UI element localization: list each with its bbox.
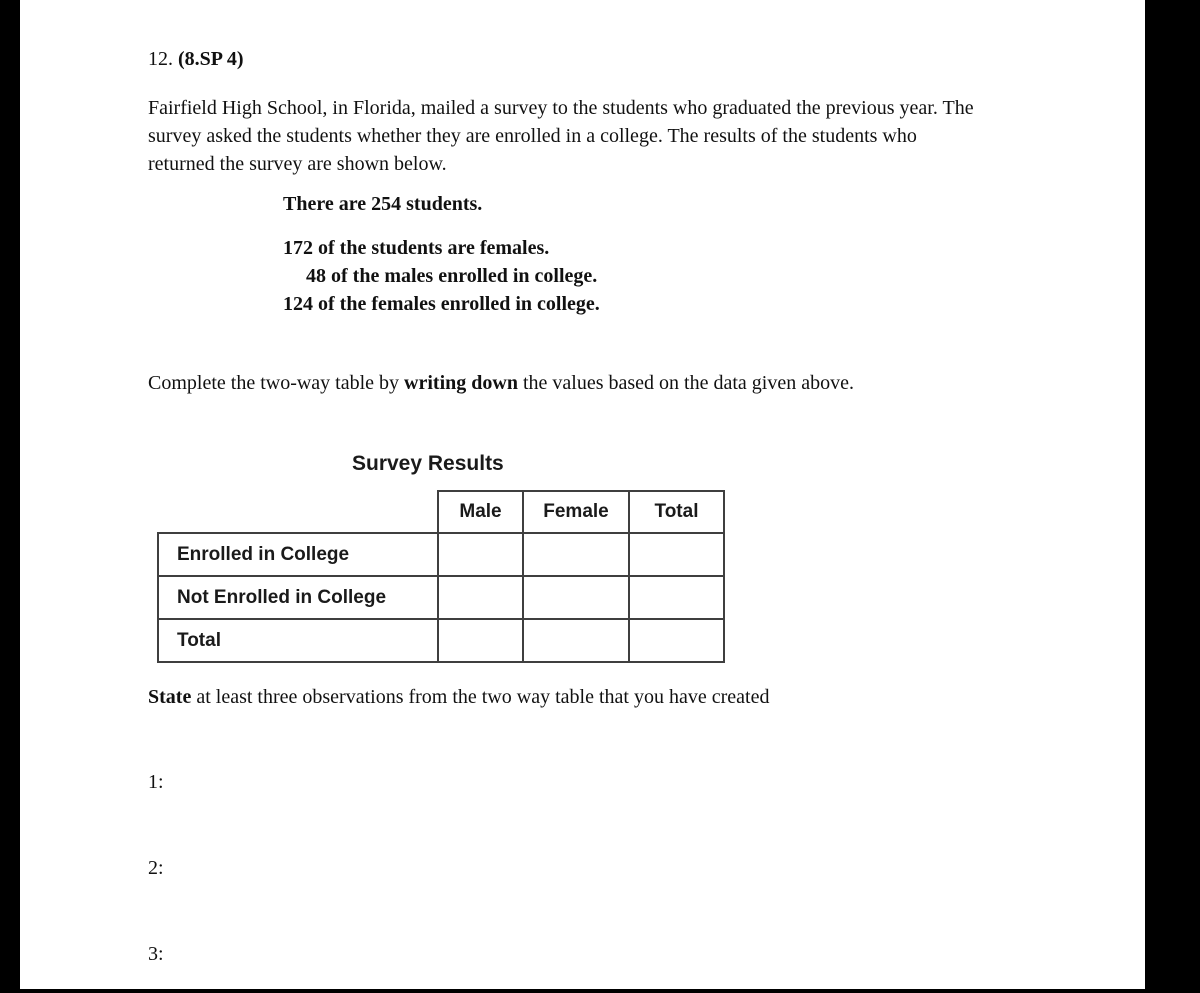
row-label-not-enrolled: Not Enrolled in College — [158, 576, 438, 619]
answer-line-3: 3: — [148, 943, 164, 965]
cell-not-enrolled-female — [523, 576, 629, 619]
table-title: Survey Results — [352, 452, 504, 475]
cell-total-female — [523, 619, 629, 662]
row-label-enrolled: Enrolled in College — [158, 533, 438, 576]
answer-line-2: 2: — [148, 857, 164, 879]
cell-enrolled-male — [438, 533, 523, 576]
cell-enrolled-female — [523, 533, 629, 576]
left-black-border — [0, 0, 20, 993]
fact-females-enrolled: 124 of the females enrolled in college. — [283, 293, 600, 315]
worksheet-page — [20, 0, 1145, 989]
instruction-bold: writing down — [404, 372, 518, 394]
fact-total-students: There are 254 students. — [283, 193, 483, 215]
corner-cell — [158, 491, 438, 533]
problem-number: 12. — [148, 48, 173, 70]
cell-not-enrolled-total — [629, 576, 724, 619]
column-header-total: Total — [629, 491, 724, 533]
table-row — [158, 533, 724, 576]
column-header-male: Male — [438, 491, 523, 533]
answer-line-1: 1: — [148, 771, 164, 793]
column-header-female: Female — [523, 491, 629, 533]
observations-rest: at least three observations from the two way table that you have created — [191, 686, 770, 708]
observations-prompt — [148, 686, 769, 709]
fact-females: 172 of the students are females. — [283, 237, 550, 259]
fact-males-enrolled: 48 of the males enrolled in college. — [306, 265, 598, 287]
cell-not-enrolled-male — [438, 576, 523, 619]
right-black-border — [1145, 0, 1200, 993]
instruction-text — [148, 372, 854, 395]
cell-enrolled-total — [629, 533, 724, 576]
problem-heading — [148, 48, 244, 71]
cell-total-male — [438, 619, 523, 662]
row-label-total: Total — [158, 619, 438, 662]
instruction-post: the values based on the data given above. — [517, 372, 854, 394]
table-header-row — [158, 491, 724, 533]
table-row — [158, 576, 724, 619]
observations-bold: State — [148, 686, 192, 708]
problem-standard: (8.SP 4) — [178, 48, 244, 70]
instruction-pre: Complete the two-way table by — [148, 372, 405, 394]
facts-block — [283, 190, 600, 318]
cell-total-total — [629, 619, 724, 662]
bottom-black-border — [0, 989, 1200, 993]
intro-paragraph: Fairfield High School, in Florida, mailed a survey to the students who graduated the previous year. The survey asked the students whether they are enrolled in a college. The results of the students who returned the survey are shown below. — [148, 97, 974, 175]
table-row — [158, 619, 724, 662]
survey-results-table — [157, 490, 725, 663]
